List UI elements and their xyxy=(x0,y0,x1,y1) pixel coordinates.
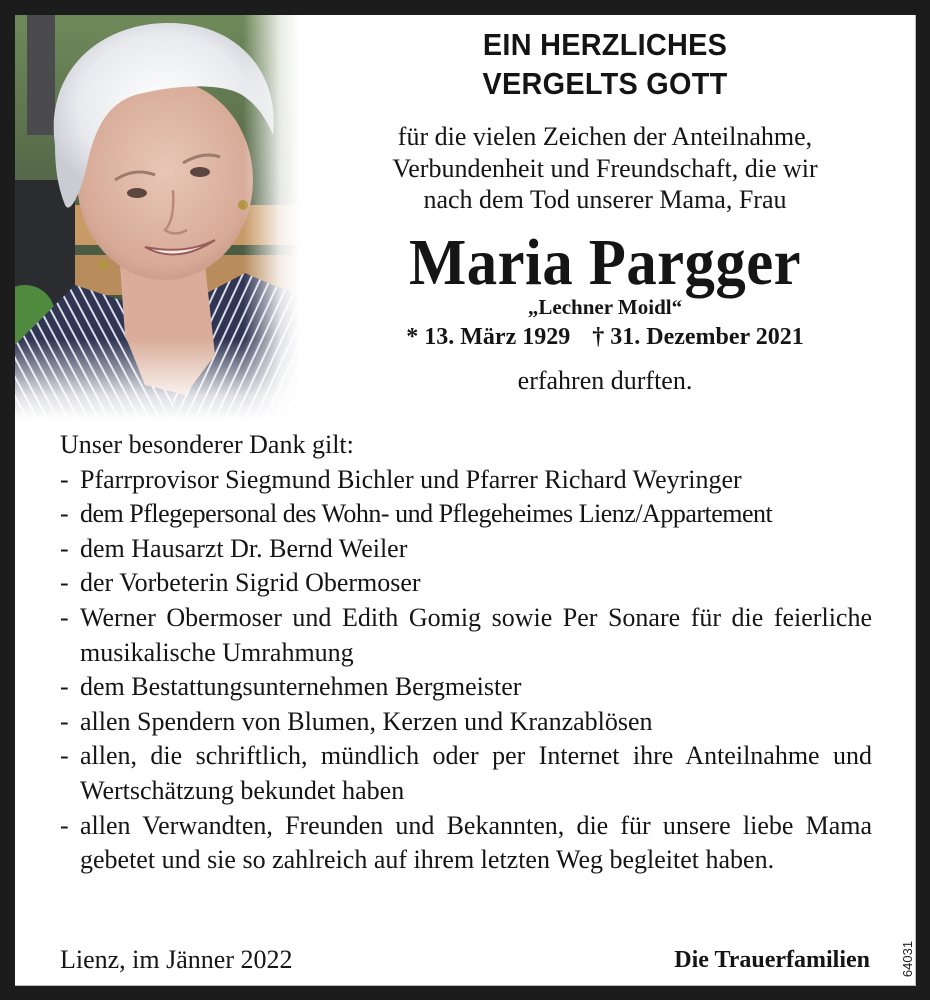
heading-line-1: EIN HERZLICHES xyxy=(482,27,728,62)
closing-text: erfahren durften. xyxy=(517,365,693,395)
intro-line-3: nach dem Tod unserer Mama, Frau xyxy=(423,185,787,214)
thanks-item: - allen Verwandten, Freunden und Bekannten, die für unsere liebe Mama gebetet und sie so zahlreich auf ihrem letzten Weg begleitet haben. xyxy=(60,810,872,875)
obituary-card xyxy=(15,15,916,986)
notice-heading xyxy=(326,25,884,103)
thanks-item: - Pfarrprovisor Siegmund Bichler und Pfarrer Richard Weyringer xyxy=(60,464,742,494)
thanks-item: - der Vorbeterin Sigrid Obermoser xyxy=(60,568,421,598)
heading-line-2: VERGELTS GOTT xyxy=(482,66,728,101)
signature: Die Trauerfamilien xyxy=(674,947,870,973)
birth-date: * 13. März 1929 xyxy=(406,323,571,350)
thanks-item: - allen Spendern von Blumen, Kerzen und Kranzablösen xyxy=(60,706,653,736)
portrait-photo xyxy=(15,15,300,420)
thanks-intro: Unser besonderer Dank gilt: xyxy=(60,430,354,459)
intro-text xyxy=(305,121,905,216)
thanks-item: - dem Bestattungsunternehmen Bergmeister xyxy=(60,672,522,702)
deceased-nickname: „Lechner Moidl“ xyxy=(527,294,683,319)
notice-header xyxy=(305,15,905,396)
deceased-name: Maria Pargger xyxy=(408,225,802,299)
intro-line-1: für die vielen Zeichen der Anteilnahme, xyxy=(397,122,813,151)
ad-number: 64031 xyxy=(900,940,915,978)
thanks-item: - dem Hausarzt Dr. Bernd Weiler xyxy=(60,533,408,563)
thanks-section xyxy=(60,428,872,878)
place-and-date: Lienz, im Jänner 2022 xyxy=(60,945,293,974)
intro-line-2: Verbundenheit und Freundschaft, die wir xyxy=(392,153,818,183)
thanks-item: - allen, die schriftlich, mündlich oder per Internet ihre Anteilnahme und Wertschätzung bekundet haben xyxy=(60,741,872,805)
thanks-item: - dem Pflegepersonal des Wohn- und Pflegeheimes Lienz/Appartement xyxy=(60,499,773,529)
thanks-item: - Werner Obermoser und Edith Gomig sowie Per Sonare für die feierliche musikalische Umrahmung xyxy=(60,602,872,667)
thanks-list xyxy=(60,463,872,878)
death-date: † 31. Dezember 2021 xyxy=(592,323,804,350)
life-dates xyxy=(305,322,905,352)
